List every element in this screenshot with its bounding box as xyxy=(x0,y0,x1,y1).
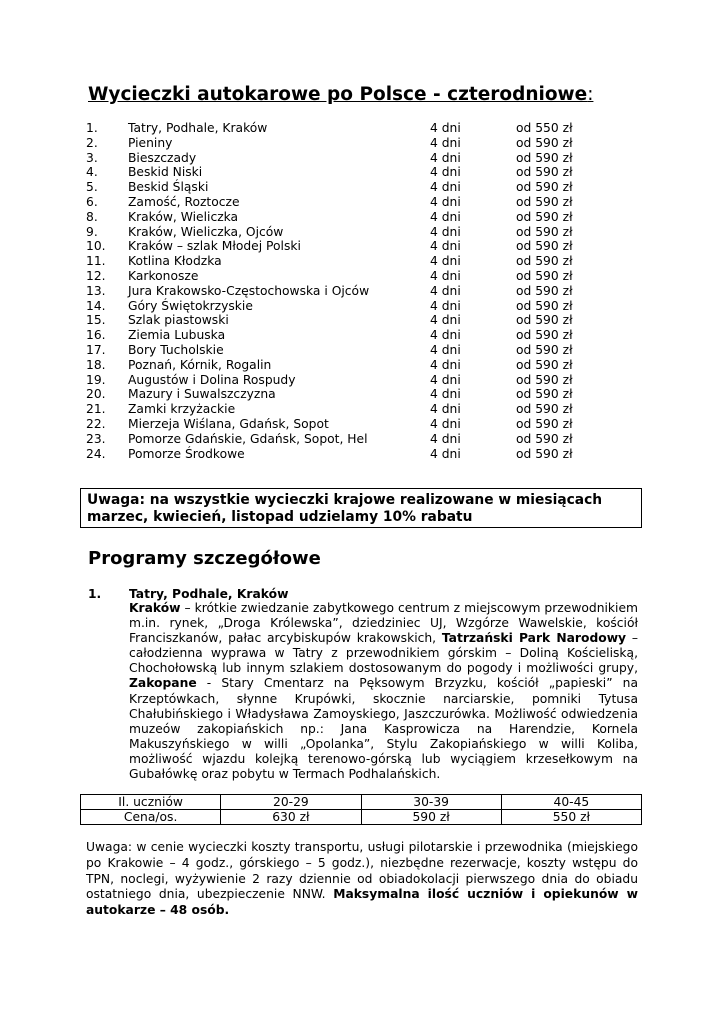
tour-price: od 590 zł xyxy=(516,313,573,328)
tour-name: Pieniny xyxy=(128,135,173,150)
tour-row xyxy=(86,254,646,269)
page-title-text: Wycieczki autokarowe po Polsce - czterodniowe xyxy=(88,84,588,105)
tour-number: 24. xyxy=(86,446,106,461)
tour-price: od 590 zł xyxy=(516,209,573,224)
tour-price: od 590 zł xyxy=(516,402,573,417)
discount-notice-text: Uwaga: na wszystkie wycieczki krajowe realizowane w miesiącach marzec, kwiecień, listopad udzielamy 10% rabatu xyxy=(87,492,603,525)
program-text-2: – całodzienna wyprawa w Tatry z przewodnikiem górskim – Doliną Kościeliską, Chochołowską lub innym szlakiem dostosowanym do pogody i możliwości grupy, xyxy=(129,631,639,676)
tour-row xyxy=(86,284,646,299)
tour-number: 3. xyxy=(86,150,98,165)
tour-price: od 590 zł xyxy=(516,446,573,461)
tour-number: 4. xyxy=(86,165,98,180)
tour-name: Beskid Niski xyxy=(128,165,203,180)
tour-number: 2. xyxy=(86,135,98,150)
tour-days: 4 dni xyxy=(430,209,461,224)
tour-price: od 590 zł xyxy=(516,298,573,313)
tour-row xyxy=(86,432,646,447)
tour-row xyxy=(86,239,646,254)
table-cell: Il. uczniów xyxy=(81,795,221,810)
tour-number: 14. xyxy=(86,298,106,313)
tour-name: Szlak piastowski xyxy=(128,313,229,328)
program-place-krakow: Kraków xyxy=(129,601,181,615)
tour-row xyxy=(86,358,646,373)
tour-row xyxy=(86,165,646,180)
tour-name: Zamość, Roztocze xyxy=(128,194,240,209)
tour-price: od 590 zł xyxy=(516,194,573,209)
tour-row xyxy=(86,151,646,166)
tour-row xyxy=(86,343,646,358)
tour-name: Karkonosze xyxy=(128,268,199,283)
tour-days: 4 dni xyxy=(430,298,461,313)
tour-row xyxy=(86,136,646,151)
tour-name: Pomorze Środkowe xyxy=(128,446,245,461)
tour-name: Jura Krakowsko-Częstochowska i Ojców xyxy=(128,283,370,298)
tour-number: 8. xyxy=(86,209,98,224)
footnote-text: Uwaga: w cenie wycieczki koszty transportu, usługi pilotarskie i przewodnika (miejskiego po Krakowie – 4 godz., górskiego – 5 godz.), niezbędne rezerwacje, koszty wstępu do TPN, noclegi, wyżywienie 2 razy dziennie od obiadokolacji pierwszego dnia do obiadu ostatniego dnia, ubezpieczenie NNW. xyxy=(86,840,638,902)
tour-price: od 590 zł xyxy=(516,328,573,343)
tour-number: 20. xyxy=(86,387,106,402)
tour-name: Poznań, Kórnik, Rogalin xyxy=(128,357,272,372)
tour-name: Kotlina Kłodzka xyxy=(128,254,222,269)
tour-number: 22. xyxy=(86,416,106,431)
tour-days: 4 dni xyxy=(430,150,461,165)
tour-days: 4 dni xyxy=(430,194,461,209)
table-cell: 40-45 xyxy=(501,795,641,810)
tour-price: od 590 zł xyxy=(516,239,573,254)
tour-name: Bieszczady xyxy=(128,150,197,165)
tour-name: Beskid Śląski xyxy=(128,180,209,195)
tour-row xyxy=(86,299,646,314)
tour-price: od 590 zł xyxy=(516,165,573,180)
tour-number: 1. xyxy=(86,121,98,135)
tour-price: od 590 zł xyxy=(516,135,573,150)
tour-days: 4 dni xyxy=(430,239,461,254)
tour-name: Tatry, Podhale, Kraków xyxy=(128,121,268,135)
tour-number: 21. xyxy=(86,402,106,417)
tour-number: 19. xyxy=(86,372,106,387)
tour-price: od 590 zł xyxy=(516,387,573,402)
tour-days: 4 dni xyxy=(430,328,461,343)
footnote-capacity: Maksymalna ilość uczniów i opiekunów w autokarze – 48 osób. xyxy=(86,887,638,918)
tour-row xyxy=(86,387,646,402)
tour-days: 4 dni xyxy=(430,416,461,431)
program-number: 1. xyxy=(88,587,102,601)
tour-name: Mazury i Suwalszczyzna xyxy=(128,387,276,402)
tour-number: 5. xyxy=(86,180,98,195)
tour-number: 12. xyxy=(86,268,106,283)
tour-row xyxy=(86,447,646,462)
tour-price: od 590 zł xyxy=(516,224,573,239)
page-title xyxy=(88,84,593,105)
tour-row xyxy=(86,180,646,195)
tour-number: 18. xyxy=(86,357,106,372)
tour-name: Mierzeja Wiślana, Gdańsk, Sopot xyxy=(128,416,329,431)
table-cell: 30-39 xyxy=(361,795,501,810)
tour-days: 4 dni xyxy=(430,342,461,357)
program-text-3: - Stary Cmentarz na Pęksowym Brzyzku, kościół „papieski” na Krzeptówkach, słynne Krupówki, skocznie narciarskie, pomniki Tytusa Chałubińskiego i Władysława Zamoyskiego, Jaszczurówka. Możliwość odwiedzenia muzeów zakopiańskich np.: Jana Kasprowicza na Harendzie, Kornela Makuszyńskiego w willi „Opolanka”, Stylu Zakopiańskiego w willi Koliba, możliwość wjazdu kolejką terenowo-górską lub wyciągiem krzesełkowym na Gubałówkę oraz pobytu w Termach Podhalańskich. xyxy=(129,676,638,782)
tour-number: 6. xyxy=(86,194,98,209)
table-row xyxy=(81,810,642,825)
table-cell: 20-29 xyxy=(221,795,361,810)
tour-days: 4 dni xyxy=(430,180,461,195)
tour-list xyxy=(86,121,646,461)
tour-days: 4 dni xyxy=(430,165,461,180)
tour-number: 9. xyxy=(86,224,98,239)
tour-name: Ziemia Lubuska xyxy=(128,328,226,343)
program-text-1: – krótkie zwiedzanie zabytkowego centrum z miejscowym przewodnikiem m.in. rynek, „Droga Królewska”, dziedziniec UJ, Wzgórze Wawelskie, kościół Franciszkanów, pałac arcybiskupów krakowskich, xyxy=(129,601,638,646)
discount-notice-box xyxy=(80,488,642,528)
tour-price: od 590 zł xyxy=(516,372,573,387)
tour-days: 4 dni xyxy=(430,224,461,239)
tour-number: 10. xyxy=(86,239,106,254)
tour-price: od 590 zł xyxy=(516,150,573,165)
tour-number: 17. xyxy=(86,342,106,357)
tour-number: 23. xyxy=(86,431,106,446)
tour-name: Kraków, Wieliczka, Ojców xyxy=(128,224,284,239)
tour-price: od 590 zł xyxy=(516,268,573,283)
tour-name: Kraków – szlak Młodej Polski xyxy=(128,239,301,254)
tour-row xyxy=(86,225,646,240)
tour-row xyxy=(86,373,646,388)
tour-number: 13. xyxy=(86,283,106,298)
tour-price: od 590 zł xyxy=(516,254,573,269)
tour-name: Augustów i Dolina Rospudy xyxy=(128,372,296,387)
table-cell: Cena/os. xyxy=(81,810,221,825)
tour-name: Góry Świętokrzyskie xyxy=(128,298,253,313)
programs-heading: Programy szczegółowe xyxy=(88,548,321,569)
tour-name: Kraków, Wieliczka xyxy=(128,209,239,224)
tour-days: 4 dni xyxy=(430,446,461,461)
tour-days: 4 dni xyxy=(430,268,461,283)
table-cell: 550 zł xyxy=(501,810,641,825)
tour-price: od 590 zł xyxy=(516,283,573,298)
tour-name: Pomorze Gdańskie, Gdańsk, Sopot, Hel xyxy=(128,431,368,446)
tour-row xyxy=(86,313,646,328)
tour-price: od 590 zł xyxy=(516,416,573,431)
tour-days: 4 dni xyxy=(430,357,461,372)
table-row xyxy=(81,795,642,810)
tour-price: od 590 zł xyxy=(516,357,573,372)
tour-days: 4 dni xyxy=(430,121,461,135)
tour-row xyxy=(86,328,646,343)
tour-days: 4 dni xyxy=(430,254,461,269)
tour-days: 4 dni xyxy=(430,283,461,298)
tour-row xyxy=(86,210,646,225)
tour-number: 15. xyxy=(86,313,106,328)
tour-days: 4 dni xyxy=(430,387,461,402)
tour-price: od 590 zł xyxy=(516,180,573,195)
tour-days: 4 dni xyxy=(430,372,461,387)
price-footnote xyxy=(86,840,638,919)
program-place-tpn: Tatrzański Park Narodowy xyxy=(441,631,627,646)
price-table xyxy=(80,794,642,825)
tour-days: 4 dni xyxy=(430,431,461,446)
tour-name: Bory Tucholskie xyxy=(128,342,224,357)
tour-row xyxy=(86,417,646,432)
page-title-colon: : xyxy=(587,84,594,105)
tour-number: 16. xyxy=(86,328,106,343)
tour-price: od 590 zł xyxy=(516,431,573,446)
program-title: Tatry, Podhale, Kraków xyxy=(129,587,289,601)
table-cell: 590 zł xyxy=(361,810,501,825)
program-place-zakopane: Zakopane xyxy=(129,676,197,691)
program-description xyxy=(129,601,638,782)
tour-row xyxy=(86,121,646,136)
tour-days: 4 dni xyxy=(430,402,461,417)
tour-number: 11. xyxy=(86,254,106,269)
tour-row xyxy=(86,269,646,284)
tour-days: 4 dni xyxy=(430,135,461,150)
tour-row xyxy=(86,195,646,210)
tour-price: od 590 zł xyxy=(516,342,573,357)
tour-price: od 550 zł xyxy=(516,121,573,135)
table-cell: 630 zł xyxy=(221,810,361,825)
tour-days: 4 dni xyxy=(430,313,461,328)
tour-row xyxy=(86,402,646,417)
tour-name: Zamki krzyżackie xyxy=(128,402,236,417)
